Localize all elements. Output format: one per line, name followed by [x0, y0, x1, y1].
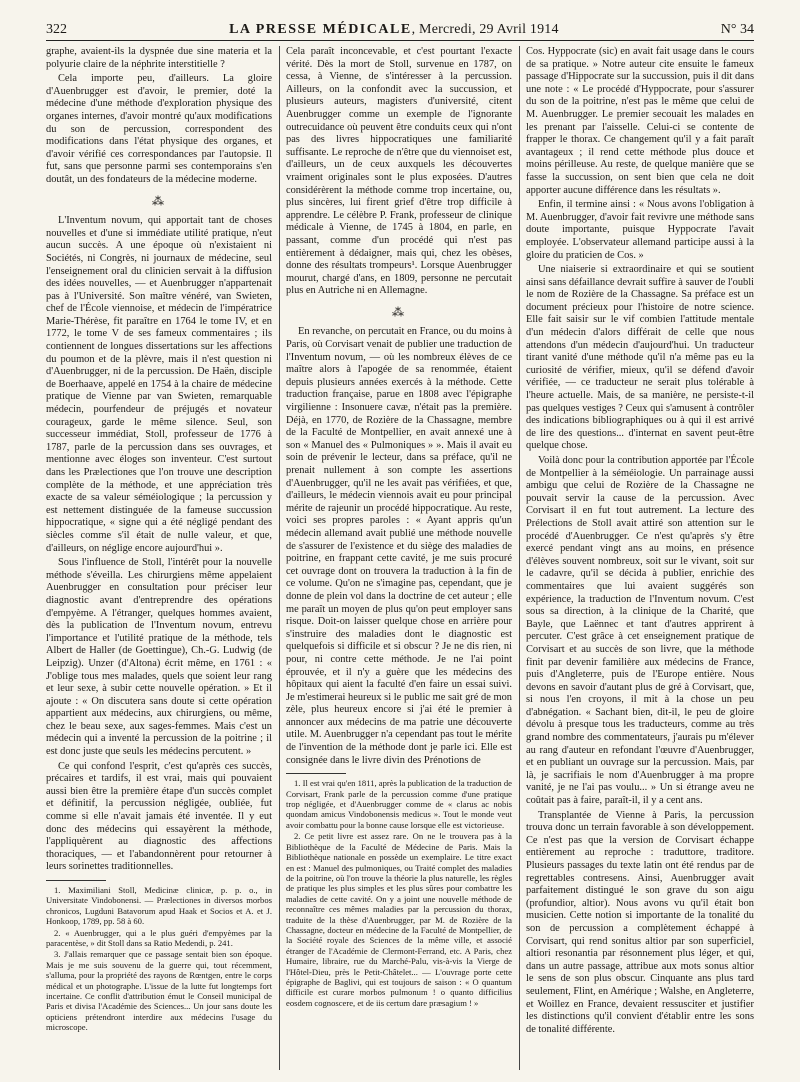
paragraph: L'Inventum novum, qui apportait tant de choses nouvelles et d'une si immédiate utilité pratique, n'eut aucun succès. A une époque où n'existaient ni Sociétés, ni Congrès, ni journaux de médecine, seul l'enseignement oral du clinicien servait à la diffusion des idées nouvelles, — et Auenbrugger n'appartenait pas à l'Université. Son maître vénéré, van Swieten, chef de l'École viennoise, et médecin de l'impératrice Marie-Thérèse, fit paraître en 1764 le tome IV, et en 1772, le tome V de ses fameux commentaires ; ils contiennent de longues dissertations sur les affections du poumon et de la plèvre, mais il n'est question ni d'Auenbrugger, ni de la percussion. De Haën, disciple de Boerhaave, appelé en 1754 à la chaire de médecine pratique de Vienne par van Swieten, remarquable médecin, pourfendeur de préjugés et novateur courageux, garde le même silence. Seul, son successeur immédiat, Stoll, professeur de 1776 à 1787, parle de la percussion dans ses ouvrages, et mentionne avec éloges son inventeur. C'est surtout dans les Prælectiones que l'on trouve une description complète de la méthode, et une appréciation très exacte de sa valeur séméiologique ; la percussion y est nettement distinguée de la fameuse succussion hippocratique, « signe qui a été négligé pendant des siècles comme s'il était de nulle valeur, et que, d'ailleurs, on néglige encore aujourd'hui ».: [46, 215, 272, 554]
page-header: [46, 16, 754, 38]
footnote-rule: [286, 773, 346, 774]
paragraph: graphe, avaient-ils la dyspnée due sine materia et la polyurie claire de la néphrite interstitielle ?: [46, 46, 272, 70]
journal-name: LA PRESSE MÉDICALE: [229, 22, 412, 37]
footnote-rule: [46, 880, 106, 881]
section-separator: ⁂: [392, 304, 406, 319]
paragraph: Transplantée de Vienne à Paris, la percussion trouva donc un terrain favorable à son développement. Ce n'est pas que la version de Corvisart échappe entièrement au reproche : traduttore, traditore. Plusieurs passages du texte latin ont été rendus par de regrettables contresens. Ainsi, Auenbrugger avait parfaitement distingué le son grave du son aigu (profundior, altior). Nous avons vu qu'il était bon musicien. Cette notion si importante de la tonalité du son de percussion a complètement échappé à Corvisart, qui rend sonitus altior par son superficiel, altiori resonantia par résonnement plus léger, et qui, dans un autre passage, attribue aux mots sonus altior le sens de son plus obscur. Cinquante ans plus tard seulement, Flint, en Amérique ; Walshe, en Angleterre, et Woillez en France, devaient ressusciter et justifier les distinctions qu'il convient d'établir entre les sons de tonalité différente.: [526, 809, 754, 1035]
paragraph: Voilà donc pour la contribution apportée par l'École de Montpellier à la séméiologie. Un parrainage aussi ambigu que celui de Rozière de la Chassagne ne pouvait servir la cause de la percussion. Avec Corvisart il en fut tout autrement. La lecture des Prélections de Stoll avait attiré son attention sur le procédé d'Auenbrugger. Ce n'est qu'après s'y être exercé pendant vingt ans au moins, en présence d'élèves souvent nombreux, soit sur le vivant, soit sur le cadavre, qu'il se décida à publier, enrichie des commentaires que lui avaient suggérés son expérience, la traduction de l'Inventum novum. C'est sous sa direction, à la clinique de la Charité, que Bayle, que Laënnec et tant d'autres apprirent à percuter. C'est grâce à cet enseignement pratique de Corvisart et au succès de son livre, que la méthode finit par devenir familière aux médecins de France, puis d'Angleterre, puis de l'Europe entière. Nous devons en savoir d'autant plus de gré à Corvisart, que, si nous l'en croyons, il mit à la chose un peu d'abnégation. « Sachant bien, dit-il, le peu de gloire dévolu à presque tous les traducteurs, comme au très grand nombre des commentateurs, j'aurais pu m'élever au rang d'auteur en refondant l'œuvre d'Auenbrugger, et en publiant un ouvrage sur la percussion. Mais, par là, je sacrifiais le nom d'Auenbrugger à ma propre vanité, je ne l'ai pas voulu... » Un si étrange aveu ne coûtait pas à faire, paraît-il, il y a cent ans.: [526, 455, 754, 807]
section-separator: ⁂: [152, 193, 166, 208]
paragraph: Cos. Hyppocrate (sic) en avait fait usage dans le cours de sa pratique. » Notre auteur cite ensuite le fameux passage d'Hippocrate sur la succussion, puis il dit dans une note : « Le procédé d'Hyppocrate, pour s'assurer du son de la poitrine, n'est pas le même que celui de M. Auenbrugger. Le premier secouait les malades en les prenant par l'aisselle. Celui-ci se contente de frapper le thorax. Ce changement qu'il y a fait paraît avantageux ; il rend cette méthode plus douce et moins périlleuse. Au reste, de quelque manière que se fasse la succussion, on sent bien que cela ne doit apporter aucune différence dans les résultats ».: [526, 46, 754, 196]
column-1: [46, 46, 272, 1070]
page-number: 322: [46, 22, 67, 37]
footnote: 2. « Auenbrugger, qui a le plus guéri d'empyèmes par la paracentèse, » dit Stoll dans sa Ratio Medendi, p. 241.: [46, 927, 272, 949]
column-2: [286, 46, 512, 1070]
paragraph: Enfin, il termine ainsi : « Nous avons l'obligation à M. Auenbrugger, d'avoir fait revivre une méthode sans doute importante, puisque Hyppocrate l'avait employée. L'observateur allemand participe aussi à la gloire du praticien de Cos. »: [526, 199, 754, 261]
paragraph: Ce qui confond l'esprit, c'est qu'après ces succès, précaires et tardifs, il est vrai, mais qui pouvaient aussi bien être la première étape d'un succès complet et définitif, la percussion négligée, oubliée, fut comme si elle n'avait jamais été inventée. Il y eut donc des médecins qui essayèrent la méthode, l'appliquèrent au diagnostic des affections thoraciques, — et l'abandonnèrent pour retourner à leurs sorinettes traditionnelles.: [46, 760, 272, 873]
issue-date: , Mercredi, 29 Avril 1914: [411, 22, 559, 37]
paragraph: Sous l'influence de Stoll, l'intérêt pour la nouvelle méthode s'éveilla. Les chirurgiens même appelaient Auenbrugger en consultation pour préciser leur diagnostic avant d'entreprendre des opérations d'empyème. A l'étranger, quelques hommes avaient, dès la publication de l'Inventum novum, entrevu l'importance et l'utilité pratique de la méthode, tels Albert de Haller (de Goettingue), Ch.-G. Ludwig (de Leipzig). Unzer (d'Altona) écrit même, en 1761 : « J'oblige tous mes malades, quels que soient leur rang et leur sexe, à subir cette nouvelle opération. » Et il ajoute : « On discutera sans doute si cette opération appartient aux médecins, aux chirurgiens, ou même, chez le beau sexe, aux sages-femmes. Mais c'est un médecin qui a inventé la percussion de la poitrine ; il est donc juste que seuls les médecins percutent. »: [46, 557, 272, 758]
column-divider: [279, 46, 280, 1070]
issue-number: N° 34: [720, 22, 754, 37]
header-rule: [46, 40, 754, 41]
paragraph: Une niaiserie si extraordinaire et qui se soutient ainsi sans défaillance devrait suffire à sauver de l'oubli le nom de Rozière de la Chassagne. Sa préface est un document précieux pour l'histoire de notre science. Elle fait saisir sur le vif combien l'attitude mentale d'un médecin d'alors différait de celle que nous attendons d'un médecin d'aujourd'hui. Un traducteur tirant vanité d'une méthode qu'il n'a même pas eu la curiosité de vérifier, mieux, qu'il se défend d'avoir vérifiée, — ce traducteur ne serait plus tolérable à l'heure actuelle. Mais, de sa manière, ne persiste-t-il pas quelques vestiges ? Ceux qui s'amusent à contrôler des indications bibliographiques ou à qui il est arrivé de lire des questions... d'internat en savent peut-être quelque chose.: [526, 264, 754, 452]
paragraph: Cela paraît inconcevable, et c'est pourtant l'exacte vérité. Dès la mort de Stoll, survenue en 1787, on cessa, à Vienne, de s'intéresser à la percussion. Ailleurs, on la confondit avec la succussion, et plusieurs auteurs, magisters d'université, citent Auenbrugger comme un exemple de l'ignorante outrecuidance où peuvent être conduits ceux qui n'ont pas des livres hippocratiques une familiarité suffisante. Le reproche de n'être que du viennoiset est, d'ailleurs, un de ceux auxquels les découvertes vraiment originales sont le plus exposées. D'autres considérèrent la méthode comme trop incertaine, ou, plus sincères, lui firent grief d'être trop difficile à apprendre. Le célèbre P. Frank, professeur de clinique médicale à Vienne, de 1745 à 1804, en parle, en passant, comme d'un procédé qui n'est pas entièrement à dédaigner, mais qui, chez les obèses, donne des résultats trompeurs¹. Lorsque Auenbrugger mourut, chargé d'ans, en 1809, personne ne percutait plus en Autriche ni en Allemagne.: [286, 46, 512, 297]
footnote: 1. Il est vrai qu'en 1811, après la publication de la traduction de Corvisart, Frank parle de la percussion comme d'une pratique trop négligée, et d'Auenbrugger comme de « clarus ac nobis quondam amicus Vindobonensis medicus ». Tout le monde veut avoir combattu pour la bonne cause lorsque elle est victorieuse.: [286, 778, 512, 830]
column-3: [526, 46, 754, 1070]
paragraph: En revanche, on percutait en France, ou du moins à Paris, où Corvisart venait de publier une traduction de l'Inventum novum, — où les nombreux élèves de ce maître alors à l'apogée de sa renommée, étaient depuis plusieurs années exercés à la méthode. Cette traduction française, parue en 1808 avec l'épigraphe virgilienne : Insonuere cavæ, n'était pas la première. Déjà, en 1770, de Rozière de la Chassagne, membre de la Faculté de Montpellier, en avait annexé une à son « Manuel des « Pulmoniques » ». Mais il avait eu soin de prévenir le lecteur, dans sa préface, qu'il ne prenait nullement à son compte les assertions d'Auenbrugger, qu'il ne les avait pas vérifiées, et que, d'ailleurs, le médecin viennois avait eu pour principal mérite de rajeunir un procédé hippocratique. Au reste, voici ses propres paroles : « Ayant appris qu'un médecin allemand avait publié une méthode nouvelle de s'assurer de l'existence et du siège des maladies de poitrine, en frappant cette cavité, je me suis procuré cet ouvrage dont on trouvera la traduction à la fin de ce volume. Qu'on ne s'imagine pas, cependant, que je donne de plein vol dans la doctrine de cet auteur ; elle me paraît un moyen de plus qu'on peut employer sans risque. Doit-on laisser quelque chose en arrière pour s'instruire des maladies dont le diagnostic est quelquefois si difficile et si obscur ? Je ne dis rien, ni pour, ni contre cette méthode. Je ne l'ai point éprouvée, et il n'y a guère que les médecins des hôpitaux qui aient la faculté d'en faire un essai suivi. Je m'estimerai heureux si le public me sait gré de mon zèle, plus heureux encore si j'ai été le premier à annoncer aux médecins de ma patrie une découverte utile. M. Auenbrugger n'a cependant pas tout le mérite de l'invention de la méthode dont je parle ici. Elle est consignée dans le livre divin des Prénotions de: [286, 326, 512, 766]
column-divider: [519, 46, 520, 1070]
footnote: 1. Maximiliani Stoll, Medicinæ clinicæ, p. p. o., in Universitate Vindobonensi. — Prælectiones in diversos morbos chronicos, Lugduni Batavorum apud Haak et Socios et A. et J. Honkoop, 1789, pp. 58 à 60.: [46, 885, 272, 927]
journal-title-line: [229, 22, 559, 38]
footnote: 2. Ce petit livre est assez rare. On ne le trouvera pas à la Bibliothèque de la Faculté de Médecine de Paris. Mais la Bibliothèque nationale en possède un exemplaire. Le titre exact en est : Manuel des pulmoniques, ou Traité complet des maladies de la poitrine, où l'on trouve la théorie la plus naturelle, les règles de pratique les plus simples et les plus sûres pour combattre les maladies de cette cavité. On y a joint une nouvelle méthode de reconnaître ces mêmes maladies par la percussion du thorax, traduite de la thèse d'Auenbrugger, par M. de Rozière de la Chassagne, docteur en médecine de la Faculté de Montpellier, de la Société royale des Sciences de la même ville, et associé étranger de l'Académie de Clermont-Ferrand, etc. A Paris, chez Humaire, libraire, rue du Marché-Palu, vis-à-vis la Vierge de l'Hôtel-Dieu, près le Petit-Châtelet... — L'ouvrage porte cette épigraphe de Baglivi, qui est toujours de saison : « O quantum difficile est curare morbos pulmonum ! o quanto difficilius eosdem cognoscere, et de iis certum dare præsagium ! »: [286, 831, 512, 1008]
footnote: 3. J'allais remarquer que ce passage sentait bien son époque. Mais je me suis souvenu de la guerre qui, tout récemment, s'alluma, pour la propriété des rayons de Rœntgen, entre le corps médical et un photographe. L'issue de la lutte fut longtemps fort incertaine. Ce conflit d'attribution émut le Conseil municipal de Paris et divisa l'Académie des Sciences... Un jour sans doute les opticiens prétendront interdire aux médecins l'usage du microscope.: [46, 949, 272, 1033]
paragraph: Cela importe peu, d'ailleurs. La gloire d'Auenbrugger est d'avoir, le premier, doté la médecine d'une méthode d'exploration physique des organes internes, d'avoir montré qu'aux modifications du son de percussion, correspondent des modifications dans l'état physique des organes, et d'avoir vérifié ces correspondances par l'autopsie. Il fut, sans que personne parmi ses contemporains s'en doutât, un des fondateurs de la médecine moderne.: [46, 73, 272, 185]
